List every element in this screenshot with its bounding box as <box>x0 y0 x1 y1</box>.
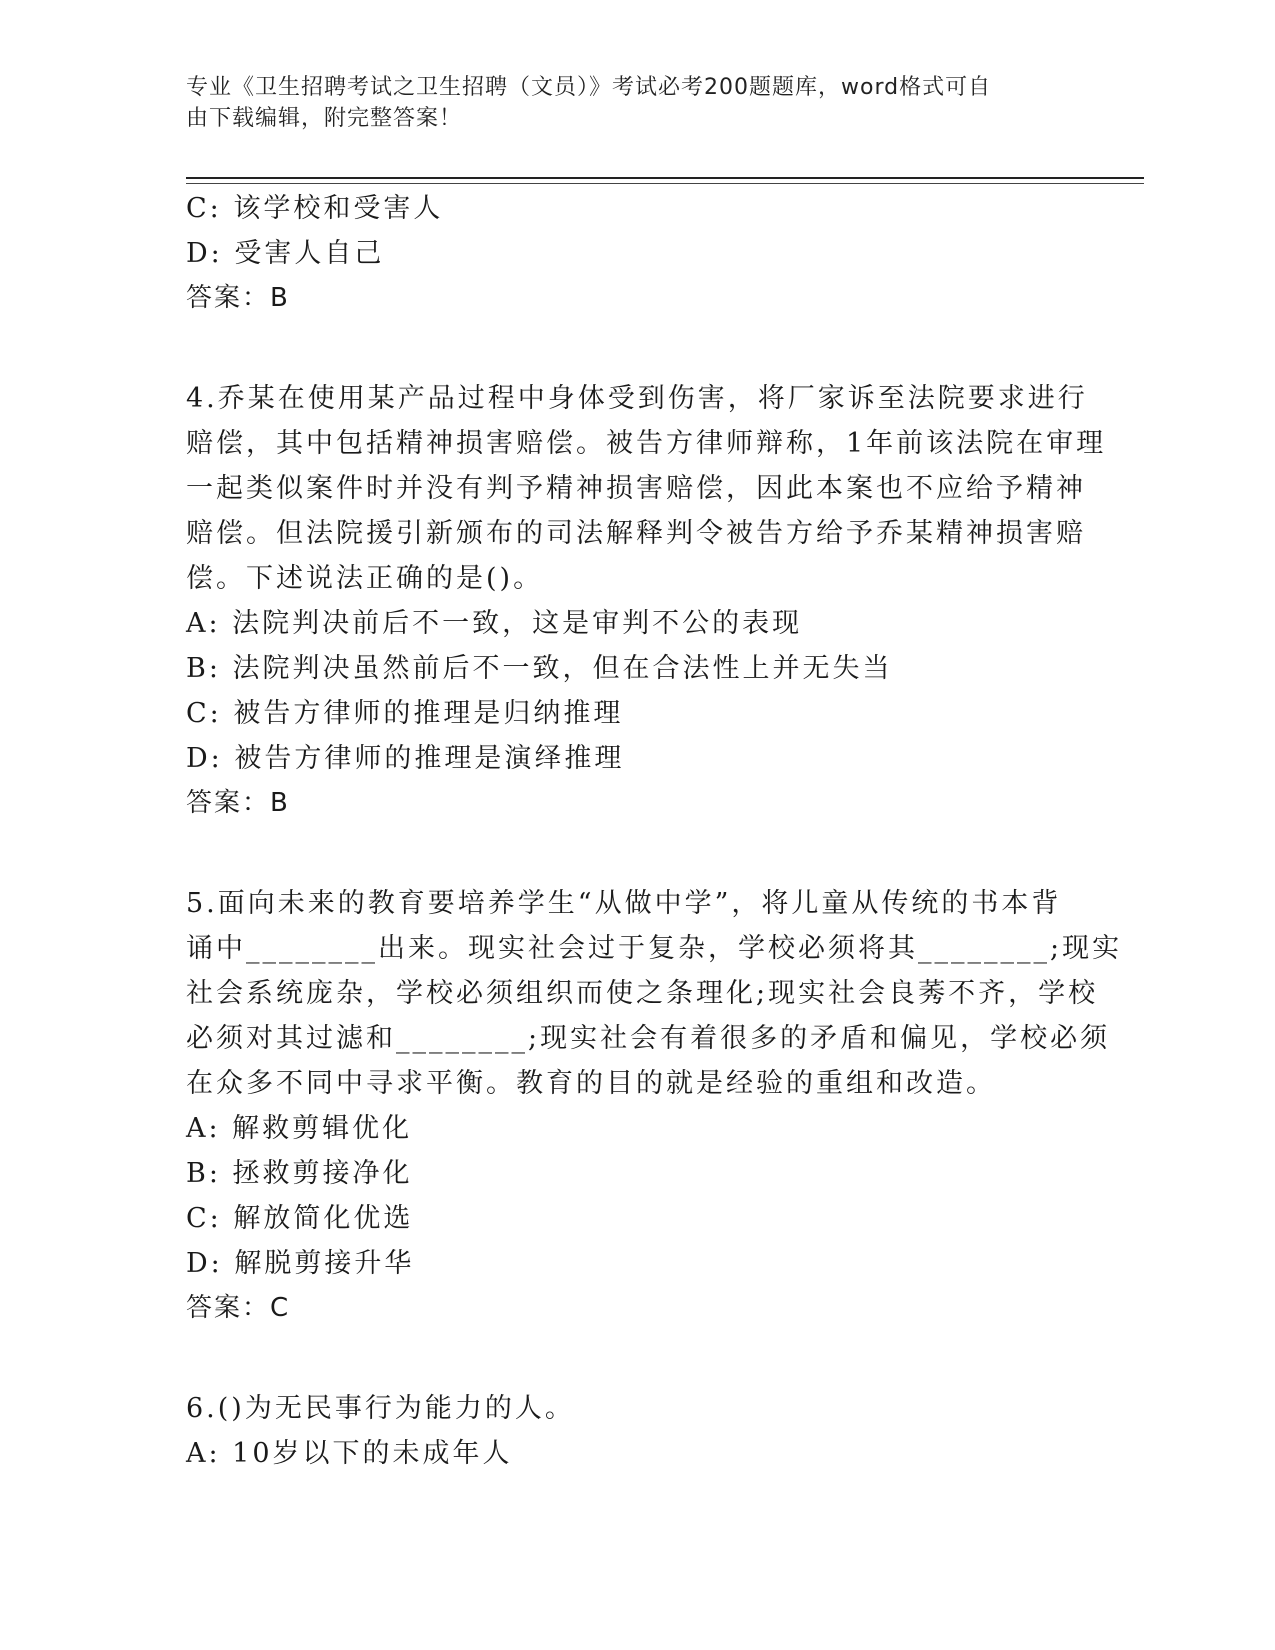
question-stem-line: 5.面向未来的教育要培养学生“从做中学”，将儿童从传统的书本背 <box>186 888 1062 919</box>
option-a: A: 法院判决前后不一致，这是审判不公的表现 <box>186 608 803 639</box>
question-6 <box>186 1386 1086 1476</box>
question-stem-line: 6.()为无民事行为能力的人。 <box>186 1393 575 1424</box>
option-c: C: 解放简化优选 <box>186 1203 414 1234</box>
answer-line: 答案：B <box>186 283 290 313</box>
question-3-tail <box>186 186 1086 321</box>
question-stem-line: 在众多不同中寻求平衡。教育的目的就是经验的重组和改造。 <box>186 1068 996 1099</box>
spacer <box>186 321 1086 376</box>
header-line-2: 由下载编辑，附完整答案！ <box>186 106 463 131</box>
question-stem-line: 赔偿。但法院援引新颁布的司法解释判令被告方给予乔某精神损害赔 <box>186 518 1086 549</box>
answer-line: 答案：B <box>186 788 290 818</box>
question-stem-line: 诵中________出来。现实社会过于复杂，学校必须将其________;现实 <box>186 933 1123 964</box>
option-b: B: 法院判决虽然前后不一致，但在合法性上并无失当 <box>186 653 893 684</box>
question-stem-line: 赔偿，其中包括精神损害赔偿。被告方律师辩称，1年前该法院在审理 <box>186 428 1107 459</box>
option-c: C: 被告方律师的推理是归纳推理 <box>186 698 624 729</box>
header-rule-thin <box>186 183 1144 184</box>
document-header <box>186 72 1066 134</box>
question-stem-line: 必须对其过滤和________;现实社会有着很多的矛盾和偏见，学校必须 <box>186 1023 1111 1054</box>
option-b: B: 拯救剪接净化 <box>186 1158 413 1189</box>
spacer <box>186 826 1086 881</box>
option-d: D: 被告方律师的推理是演绎推理 <box>186 743 625 774</box>
question-5 <box>186 881 1123 1331</box>
header-line-1: 专业《卫生招聘考试之卫生招聘（文员）》考试必考200题题库，word格式可自 <box>186 75 992 100</box>
answer-line: 答案：C <box>186 1293 291 1323</box>
option-a: A: 解救剪辑优化 <box>186 1113 413 1144</box>
spacer <box>186 1331 1086 1386</box>
option-c: C: 该学校和受害人 <box>186 193 444 224</box>
option-d: D: 受害人自己 <box>186 238 385 269</box>
question-stem-line: 4.乔某在使用某产品过程中身体受到伤害，将厂家诉至法院要求进行 <box>186 383 1088 414</box>
header-rule-thick <box>186 177 1144 179</box>
option-a: A: 10岁以下的未成年人 <box>186 1438 513 1469</box>
question-stem-line: 偿。下述说法正确的是()。 <box>186 563 544 594</box>
question-stem-line: 社会系统庞杂，学校必须组织而使之条理化;现实社会良莠不齐，学校 <box>186 978 1099 1009</box>
question-stem-line: 一起类似案件时并没有判予精神损害赔偿，因此本案也不应给予精神 <box>186 473 1086 504</box>
question-4 <box>186 376 1107 826</box>
question-list <box>186 186 1123 1476</box>
option-d: D: 解脱剪接升华 <box>186 1248 415 1279</box>
